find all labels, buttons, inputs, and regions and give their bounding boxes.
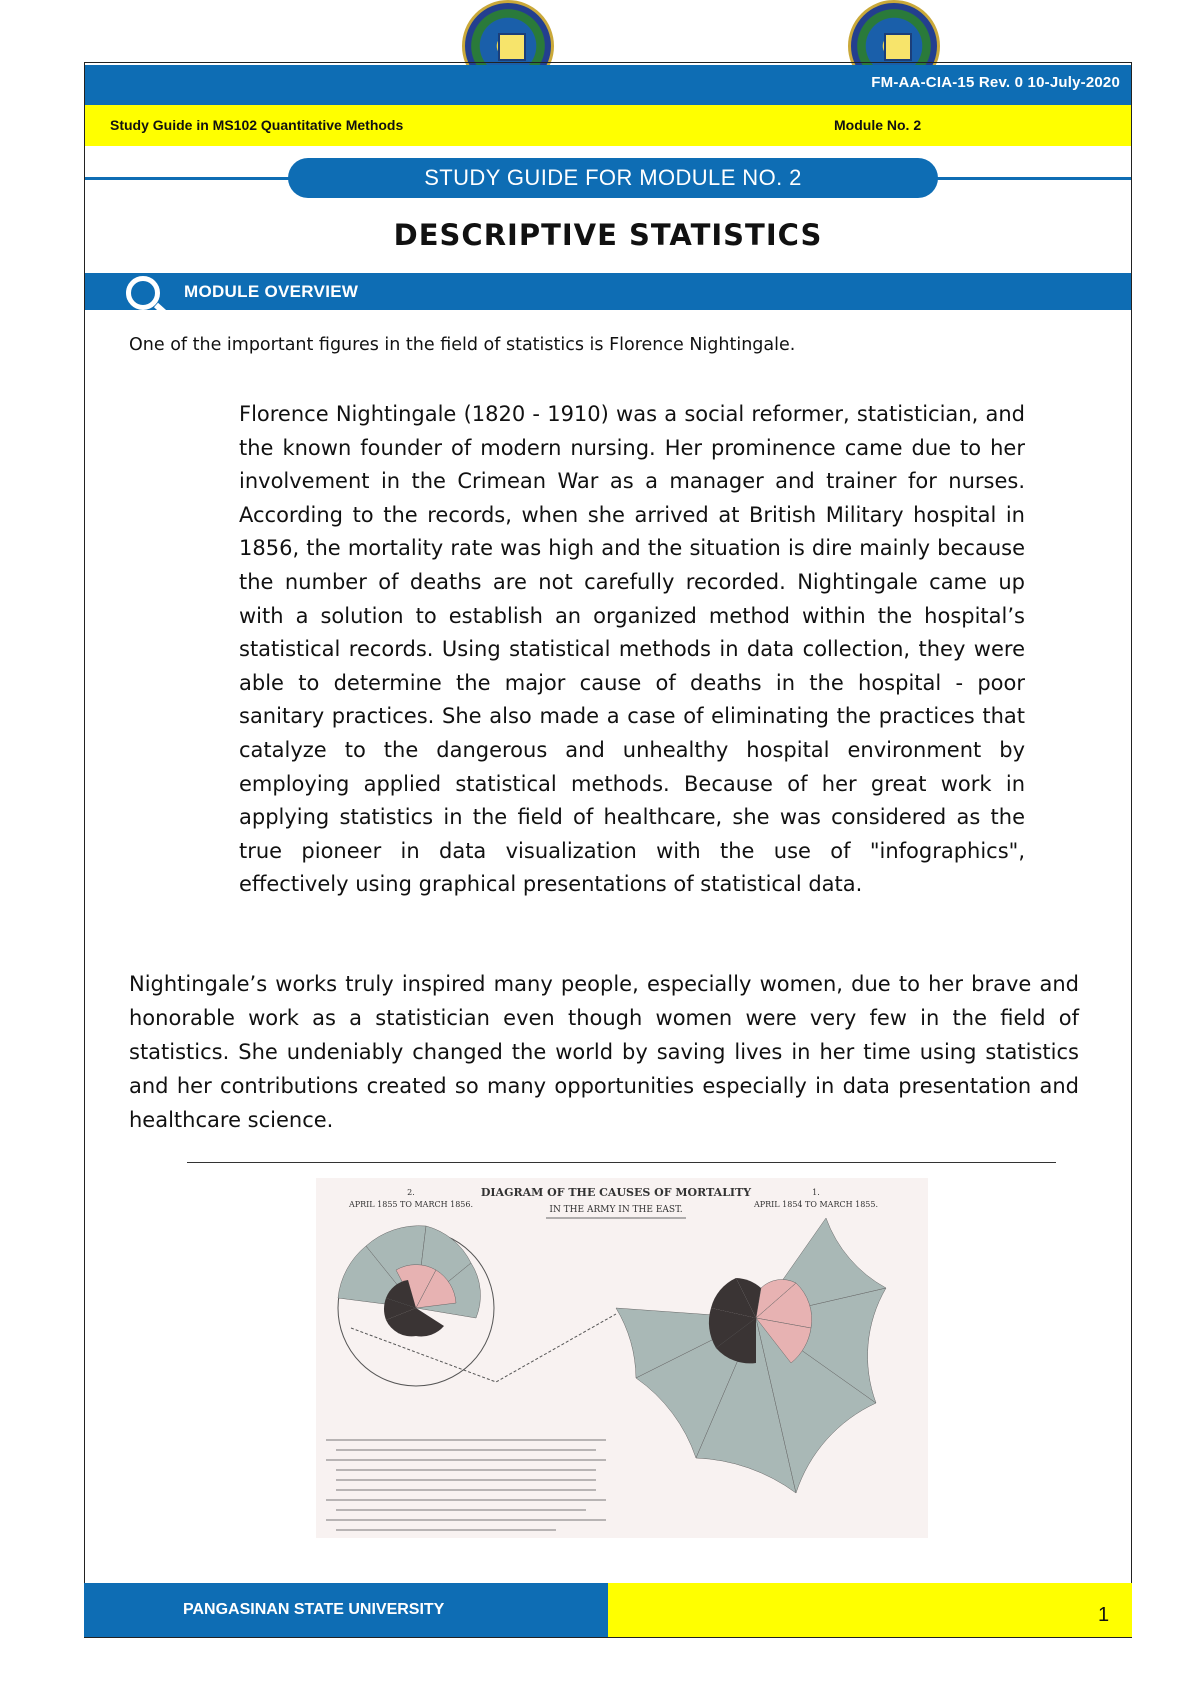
nightingale-quote: Florence Nightingale (1820 - 1910) was a social reformer, statistician, and the known founder of modern nursing. Her prominence came due to her involvement in the Crimean War as a manager and trainer for nurses. According to the records, when she arrived at British Military hospital in 1856, the mortality rate was high and the situation is dire mainly because the number of deaths are not carefully recorded. Nightingale came up with a solution to establish an organized method within the hospital’s statistical records. Using statistical methods in data collection, they were able to determine the major cause of deaths in the hospital - poor sanitary practices. She also made a case of eliminating the practices that catalyze to the dangerous and unhealthy hospital environment by employing applied statistical methods. Because of her great work in applying statistics in the field of healthcare, she was considered as the true pioneer in data visualization with the use of "infographics", effectively using graphical presentations of statistical data.	[239, 402, 1025, 897]
diagram-title-line2: IN THE ARMY IN THE EAST.	[549, 1205, 683, 1215]
module-overview-label: MODULE OVERVIEW	[184, 282, 359, 301]
left-number: 2.	[407, 1188, 415, 1197]
seal-house-icon	[498, 33, 526, 61]
form-code: FM-AA-CIA-15 Rev. 0 10-July-2020	[871, 74, 1120, 91]
divider	[187, 1162, 1056, 1163]
right-rose	[616, 1218, 886, 1493]
study-guide-banner: STUDY GUIDE FOR MODULE NO. 2	[288, 158, 938, 198]
university-name: PANGASINAN STATE UNIVERSITY	[183, 1601, 445, 1618]
rose-diagram-svg	[316, 1178, 928, 1538]
nightingale-rose-diagram	[316, 1178, 928, 1538]
page-number: 1	[1098, 1604, 1110, 1626]
course-label: Study Guide in MS102 Quantitative Methods	[110, 117, 404, 133]
banner-rule-right	[936, 177, 1131, 180]
banner-rule-left	[85, 177, 290, 180]
seal-house-icon	[884, 33, 912, 61]
right-period-label: APRIL 1854 TO MARCH 1855.	[753, 1200, 879, 1209]
left-rose	[338, 1226, 494, 1386]
footer-yellow-panel	[608, 1583, 1132, 1637]
diagram-title-line1: DIAGRAM OF THE CAUSES OF MORTALITY	[480, 1186, 752, 1199]
left-period-label: APRIL 1855 TO MARCH 1856.	[348, 1200, 474, 1209]
left-black-wedge	[416, 1308, 444, 1336]
closing-paragraph: Nightingale’s works truly inspired many people, especially women, due to her brave and honorable work as a statistician even though women were very few in the field of statistics. She undeniably changed the world by saving lives in her time using statistics and her contributions created so many opportunities especially in data presentation and healthcare science.	[129, 972, 1079, 1132]
intro-paragraph: One of the important figures in the field of statistics is Florence Nightingale.	[129, 335, 796, 355]
page-title: DESCRIPTIVE STATISTICS	[393, 218, 823, 252]
module-label: Module No. 2	[834, 117, 922, 133]
explanatory-notes	[326, 1440, 606, 1530]
right-number: 1.	[812, 1188, 820, 1197]
